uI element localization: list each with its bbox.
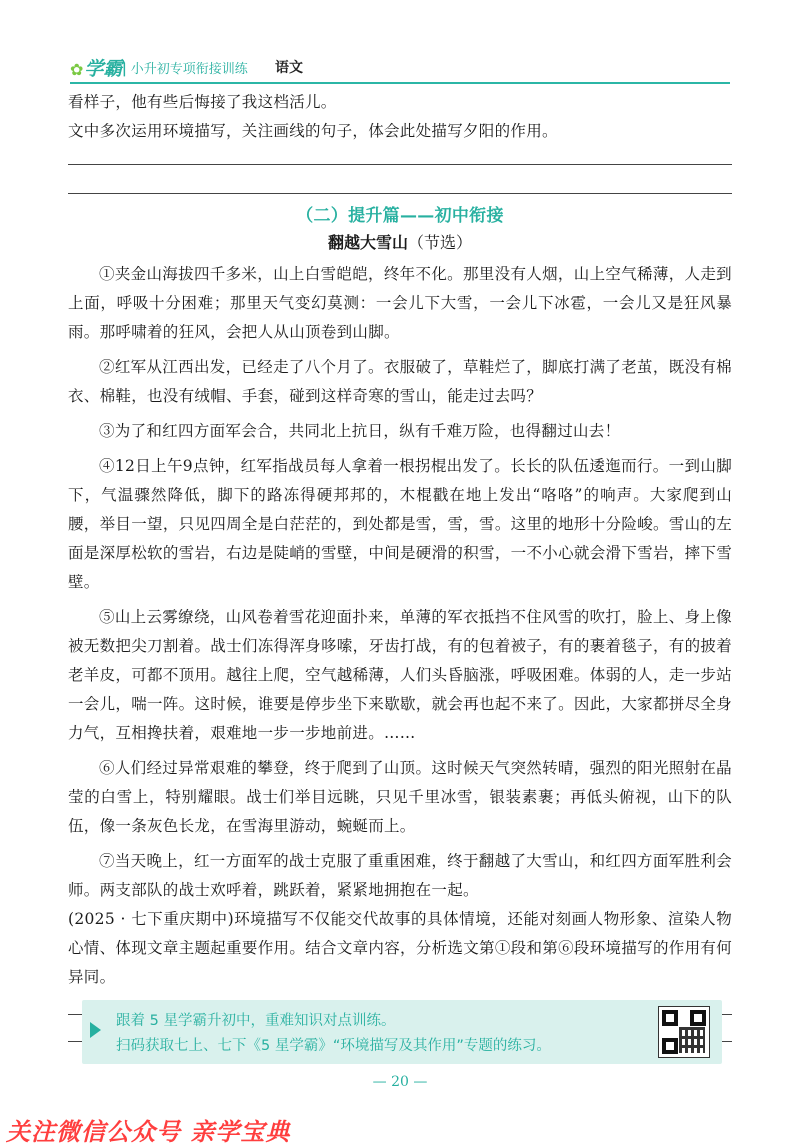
paragraph-5: ⑤山上云雾缭绕，山风卷着雪花迎面扑来，单薄的军衣抵挡不住风雪的吹打，脸上、身上像被无数把尖刀割着。战士们冻得浑身哆嗦，牙齿打战，有的包着被子，有的裹着毯子，有的披着老羊皮，可都不顶用。越往上爬，空气越稀薄，人们头昏脑涨，呼吸困难。体弱的人，走一步站一会儿，喘一阵。这时候，谁要是停步坐下来歇歇，就会再也起不来了。因此，大家都拼尽全身力气，互相搀扶着，艰难地一步一步地前进。…… [68, 608, 732, 742]
paragraph-7: ⑦当天晚上，红一方面军的战士克服了重重困难，终于翻越了大雪山，和红四方面军胜利会师。两支部队的战士欢呼着，跳跃着，紧紧地拥抱在一起。 [68, 852, 732, 899]
question-one: 文中多次运用环境描写，关注画线的句子，体会此处描写夕阳的作用。 [68, 122, 558, 140]
promo-line-1: 跟着 5 星学霸升初中，重难知识对点训练。 [116, 1013, 396, 1029]
article-title-text: 翻越大雪山 [327, 233, 408, 252]
watermark: 关注微信公众号 亲学宝典 [6, 1118, 291, 1146]
page-header [70, 50, 730, 84]
qr-code-icon[interactable] [658, 1006, 710, 1058]
section-title: （二）提升篇——初中衔接 [296, 206, 504, 226]
paragraph-2: ②红军从江西出发，已经走了八个月了。衣服破了，草鞋烂了，脚底打满了老茧，既没有棉衣、棉鞋，也没有绒帽、手套，碰到这样奇寒的雪山，能走过去吗？ [68, 358, 732, 405]
promo-line-2: 扫码获取七上、七下《5 星学霸》“环境描写及其作用”专题的练习。 [116, 1038, 551, 1054]
previous-text-ending: 看样子，他有些后悔接了我这档活儿。 [68, 93, 337, 111]
article-title [68, 230, 732, 256]
paragraph-4: ④12日上午9点钟，红军指战员每人拿着一根拐棍出发了。长长的队伍逶迤而行。一到山脚下，气温骤然降低，脚下的路冻得硬邦邦的，木棍戳在地上发出“咯咯”的响声。大家爬到山腰，举目一望，只见四周全是白茫茫的，到处都是雪，雪，雪。这里的地形十分险峻。雪山的左面是深厚松软的雪岩，右边是陡峭的雪壁，中间是硬滑的积雪，一不小心就会滑下雪岩，摔下雪壁。 [68, 457, 732, 591]
page-number: — 20 — [372, 1074, 428, 1090]
series-title: | 小升初专项衔接训练 [122, 58, 248, 77]
article-title-note: （节选） [408, 233, 473, 252]
play-arrow-icon [90, 1022, 101, 1038]
question-two: (2025 · 七下重庆期中)环境描写不仅能交代故事的具体情境，还能对刻画人物形象、渲染人物心情、体现文章主题起重要作用。结合文章内容，分析选文第①段和第⑥段环境描写的作用有何异同。 [68, 910, 732, 986]
paragraph-3: ③为了和红四方面军会合，共同北上抗日，纵有千难万险，也得翻过山去！ [99, 422, 621, 440]
promo-banner [82, 1000, 722, 1064]
sprout-icon: ✿ [70, 60, 84, 79]
paragraph-1: ①夹金山海拔四千多米，山上白雪皑皑，终年不化。那里没有人烟，山上空气稀薄，人走到上面，呼吸十分困难；那里天气变幻莫测：一会儿下大雪，一会儿下冰雹，一会儿又是狂风暴雨。那呼啸着的狂风，会把人从山顶卷到山脚。 [68, 265, 732, 341]
page-content [68, 88, 732, 1042]
brand-logo [70, 54, 122, 81]
subject-label: 语文 [275, 60, 303, 76]
brand-logo-text: 学霸 [84, 58, 123, 80]
paragraph-6: ⑥人们经过异常艰难的攀登，终于爬到了山顶。这时候天气突然转晴，强烈的阳光照射在晶莹的白雪上，特别耀眼。战士们举目远眺，只见千里冰雪，银装素裹；再低头俯视，山下的队伍，像一条灰色长龙，在雪海里游动，蜿蜒而上。 [68, 759, 732, 835]
